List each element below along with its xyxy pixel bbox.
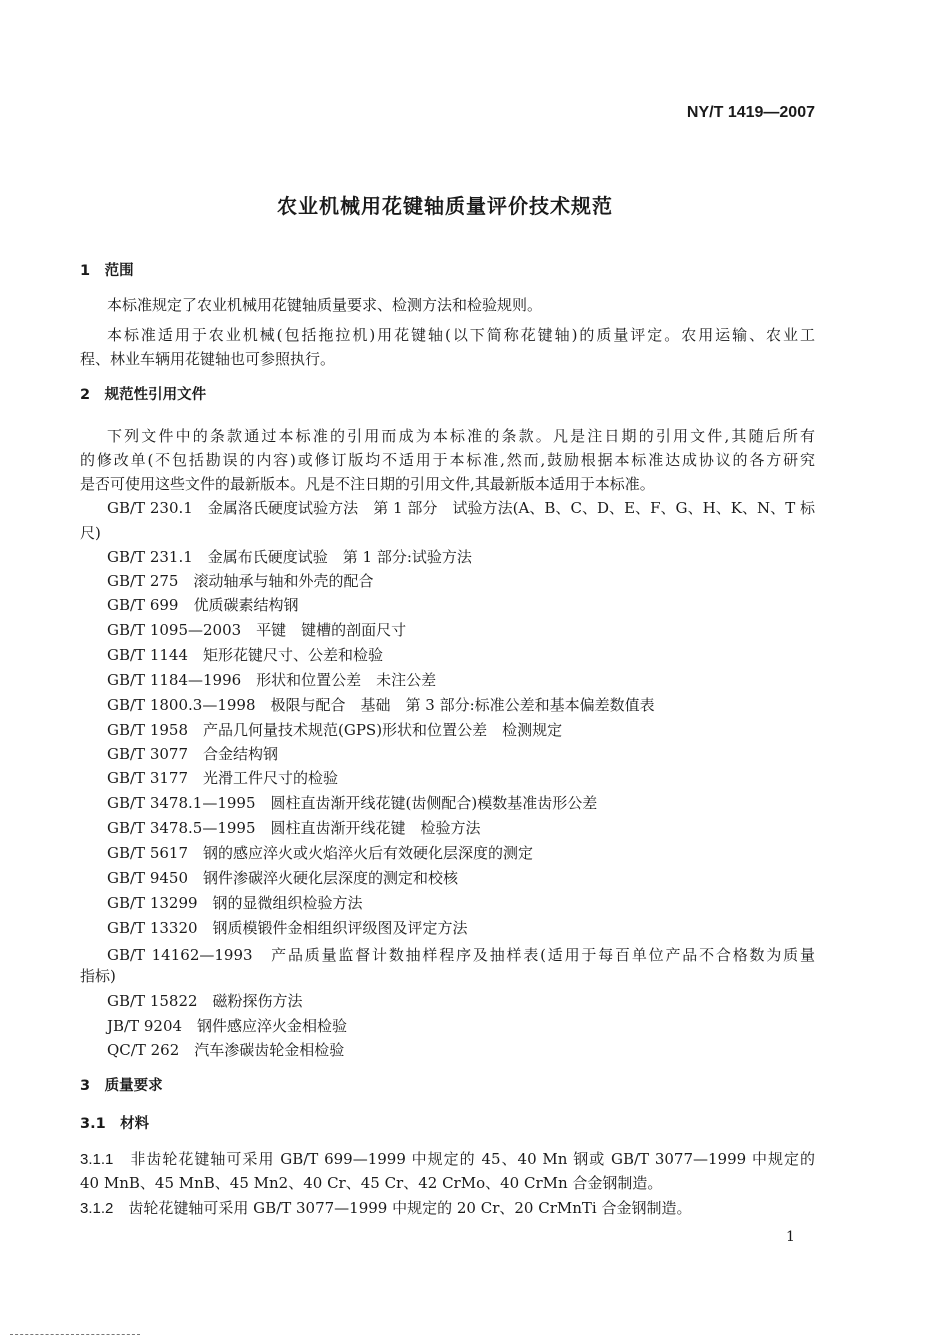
reference-item: GB/T 9450 钢件渗碳淬火硬化层深度的测定和校核 xyxy=(107,869,459,887)
reference-item: JB/T 9204 钢件感应淬火金相检验 xyxy=(107,1017,348,1035)
reference-item: QC/T 262 汽车渗碳齿轮金相检验 xyxy=(107,1041,345,1059)
clause-text: 齿轮花键轴可采用 GB/T 3077—1999 中规定的 20 Cr、20 CrMnTi 合金钢制造。 xyxy=(128,1199,692,1217)
section-1-para-1: 本标准规定了农业机械用花键轴质量要求、检测方法和检验规则。 xyxy=(107,296,543,314)
reference-item: GB/T 14162—1993 产品质量监督计数抽样程序及抽样表(适用于每百单位产品不合格数为质量 xyxy=(107,946,815,964)
standard-number: NY/T 1419—2007 xyxy=(686,104,815,121)
page-number: 1 xyxy=(786,1229,795,1245)
reference-item: GB/T 3177 光滑工件尺寸的检验 xyxy=(107,769,339,787)
reference-item: GB/T 1144 矩形花键尺寸、公差和检验 xyxy=(107,646,384,664)
section-1-para-2-line-1: 本标准适用于农业机械(包括拖拉机)用花键轴(以下简称花键轴)的质量评定。农用运输、农业工 xyxy=(107,326,815,344)
clause-text: 非齿轮花键轴可采用 GB/T 699—1999 中规定的 45、40 Mn 钢或 GB/T 3077—1999 中规定的 xyxy=(130,1150,815,1168)
reference-item: GB/T 1184—1996 形状和位置公差 未注公差 xyxy=(107,671,437,689)
section-1-para-2-line-2: 程、林业车辆用花键轴也可参照执行。 xyxy=(80,350,336,368)
section-2-heading: 2 规范性引用文件 xyxy=(80,387,207,403)
reference-item: GB/T 1800.3—1998 极限与配合 基础 第 3 部分:标准公差和基本偏差数值表 xyxy=(107,696,655,714)
clause-3-1-1-line-1 xyxy=(80,1149,815,1170)
section-1-heading: 1 范围 xyxy=(80,263,134,279)
reference-item: 尺) xyxy=(80,524,101,542)
clause-number: 3.1.1 xyxy=(80,1151,114,1168)
reference-item: GB/T 699 优质碳素结构钢 xyxy=(107,596,299,614)
clause-number: 3.1.2 xyxy=(80,1200,114,1217)
reference-item: GB/T 231.1 金属布氏硬度试验 第 1 部分:试验方法 xyxy=(107,548,472,566)
reference-item: GB/T 3478.5—1995 圆柱直齿渐开线花键 检验方法 xyxy=(107,819,481,837)
section-2-para-line-2: 的修改单(不包括勘误的内容)或修订版均不适用于本标准,然而,鼓励根据本标准达成协议的各方研究 xyxy=(80,451,815,469)
reference-item: GB/T 3478.1—1995 圆柱直齿渐开线花键(齿侧配合)模数基准齿形公差 xyxy=(107,794,598,812)
document-title: 农业机械用花键轴质量评价技术规范 xyxy=(277,194,613,218)
clause-3-1-1-line-2: 40 MnB、45 MnB、45 Mn2、40 Cr、45 Cr、42 CrMo、40 CrMn 合金钢制造。 xyxy=(80,1174,663,1192)
reference-item: GB/T 1958 产品几何量技术规范(GPS)形状和位置公差 检测规定 xyxy=(107,721,563,739)
section-3-1-heading: 3.1 材料 xyxy=(80,1116,150,1132)
reference-item: GB/T 15822 磁粉探伤方法 xyxy=(107,992,303,1010)
reference-item: GB/T 13320 钢质模锻件金相组织评级图及评定方法 xyxy=(107,919,468,937)
reference-item: 指标) xyxy=(80,967,116,985)
reference-item: GB/T 275 滚动轴承与轴和外壳的配合 xyxy=(107,572,374,590)
scan-edge-line xyxy=(10,1334,140,1335)
section-3-heading: 3 质量要求 xyxy=(80,1078,163,1094)
reference-item: GB/T 1095—2003 平键 键槽的剖面尺寸 xyxy=(107,621,407,639)
reference-item: GB/T 230.1 金属洛氏硬度试验方法 第 1 部分 试验方法(A、B、C、D、E、F、G、H、K、N、T 标 xyxy=(107,499,815,517)
reference-item: GB/T 13299 钢的显微组织检验方法 xyxy=(107,894,363,912)
section-2-para-line-1: 下列文件中的条款通过本标准的引用而成为本标准的条款。凡是注日期的引用文件,其随后所有 xyxy=(107,427,815,445)
section-2-para-line-3: 是否可使用这些文件的最新版本。凡是不注日期的引用文件,其最新版本适用于本标准。 xyxy=(80,475,655,493)
reference-item: GB/T 5617 钢的感应淬火或火焰淬火后有效硬化层深度的测定 xyxy=(107,844,534,862)
clause-3-1-2 xyxy=(80,1198,815,1219)
reference-item: GB/T 3077 合金结构钢 xyxy=(107,745,279,763)
